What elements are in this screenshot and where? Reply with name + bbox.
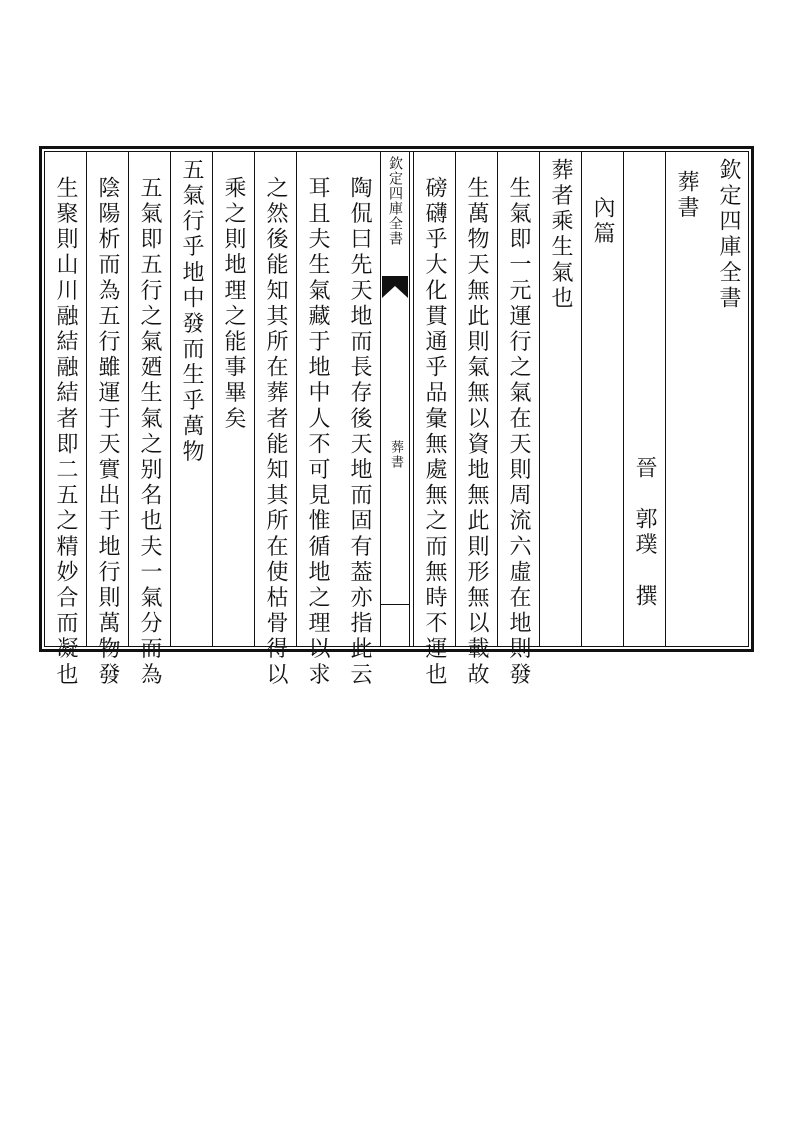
column-text-commentary: 乘之則地理之能事畢矣 (221, 176, 246, 432)
column-text-commentary: 生聚則山川融結融結者即二五之精妙合而凝也 (53, 176, 78, 688)
fold-collection-title: 欽定四庫全書 (387, 156, 403, 246)
column-text-commentary: 陶侃曰先天地而長存後天地而固有葢亦指此云 (347, 176, 372, 688)
column-text-collection-title: 欽定四庫全書 (716, 158, 741, 312)
fold-book-title: 葬書 (388, 440, 403, 470)
column-text-commentary: 生萬物天無此則氣無以資地無此則形無以載故 (464, 176, 489, 688)
column-text-book-title: 葬書 (674, 170, 699, 222)
column-text-commentary: 生氣即一元運行之氣在天則周流六虛在地則發 (506, 176, 531, 688)
column-text-main: 五氣行乎地中發而生乎萬物 (179, 158, 204, 466)
column-text-commentary: 耳且夫生氣藏于地中人不可見惟循地之理以求 (305, 176, 330, 688)
column-text-commentary: 磅礴乎大化貫通乎品彙無處無之而無時不運也 (422, 176, 447, 688)
fish-tail-mark-icon (382, 276, 408, 298)
column-text-main: 葬者乘生氣也 (548, 158, 573, 312)
fold-divider-line (380, 604, 410, 605)
column-text-commentary: 之然後能知其所在葬者能知其所在使枯骨得以 (263, 176, 288, 688)
column-divider (665, 151, 707, 647)
column-text-author: 晉 郭璞 撰 (632, 456, 657, 610)
column-text-commentary: 五氣即五行之氣廼生氣之别名也夫一氣分而為 (137, 176, 162, 688)
column-text-commentary: 陰陽析而為五行雖運于天實出于地行則萬物發 (95, 176, 120, 688)
column-text-chapter: 內篇 (590, 196, 615, 248)
